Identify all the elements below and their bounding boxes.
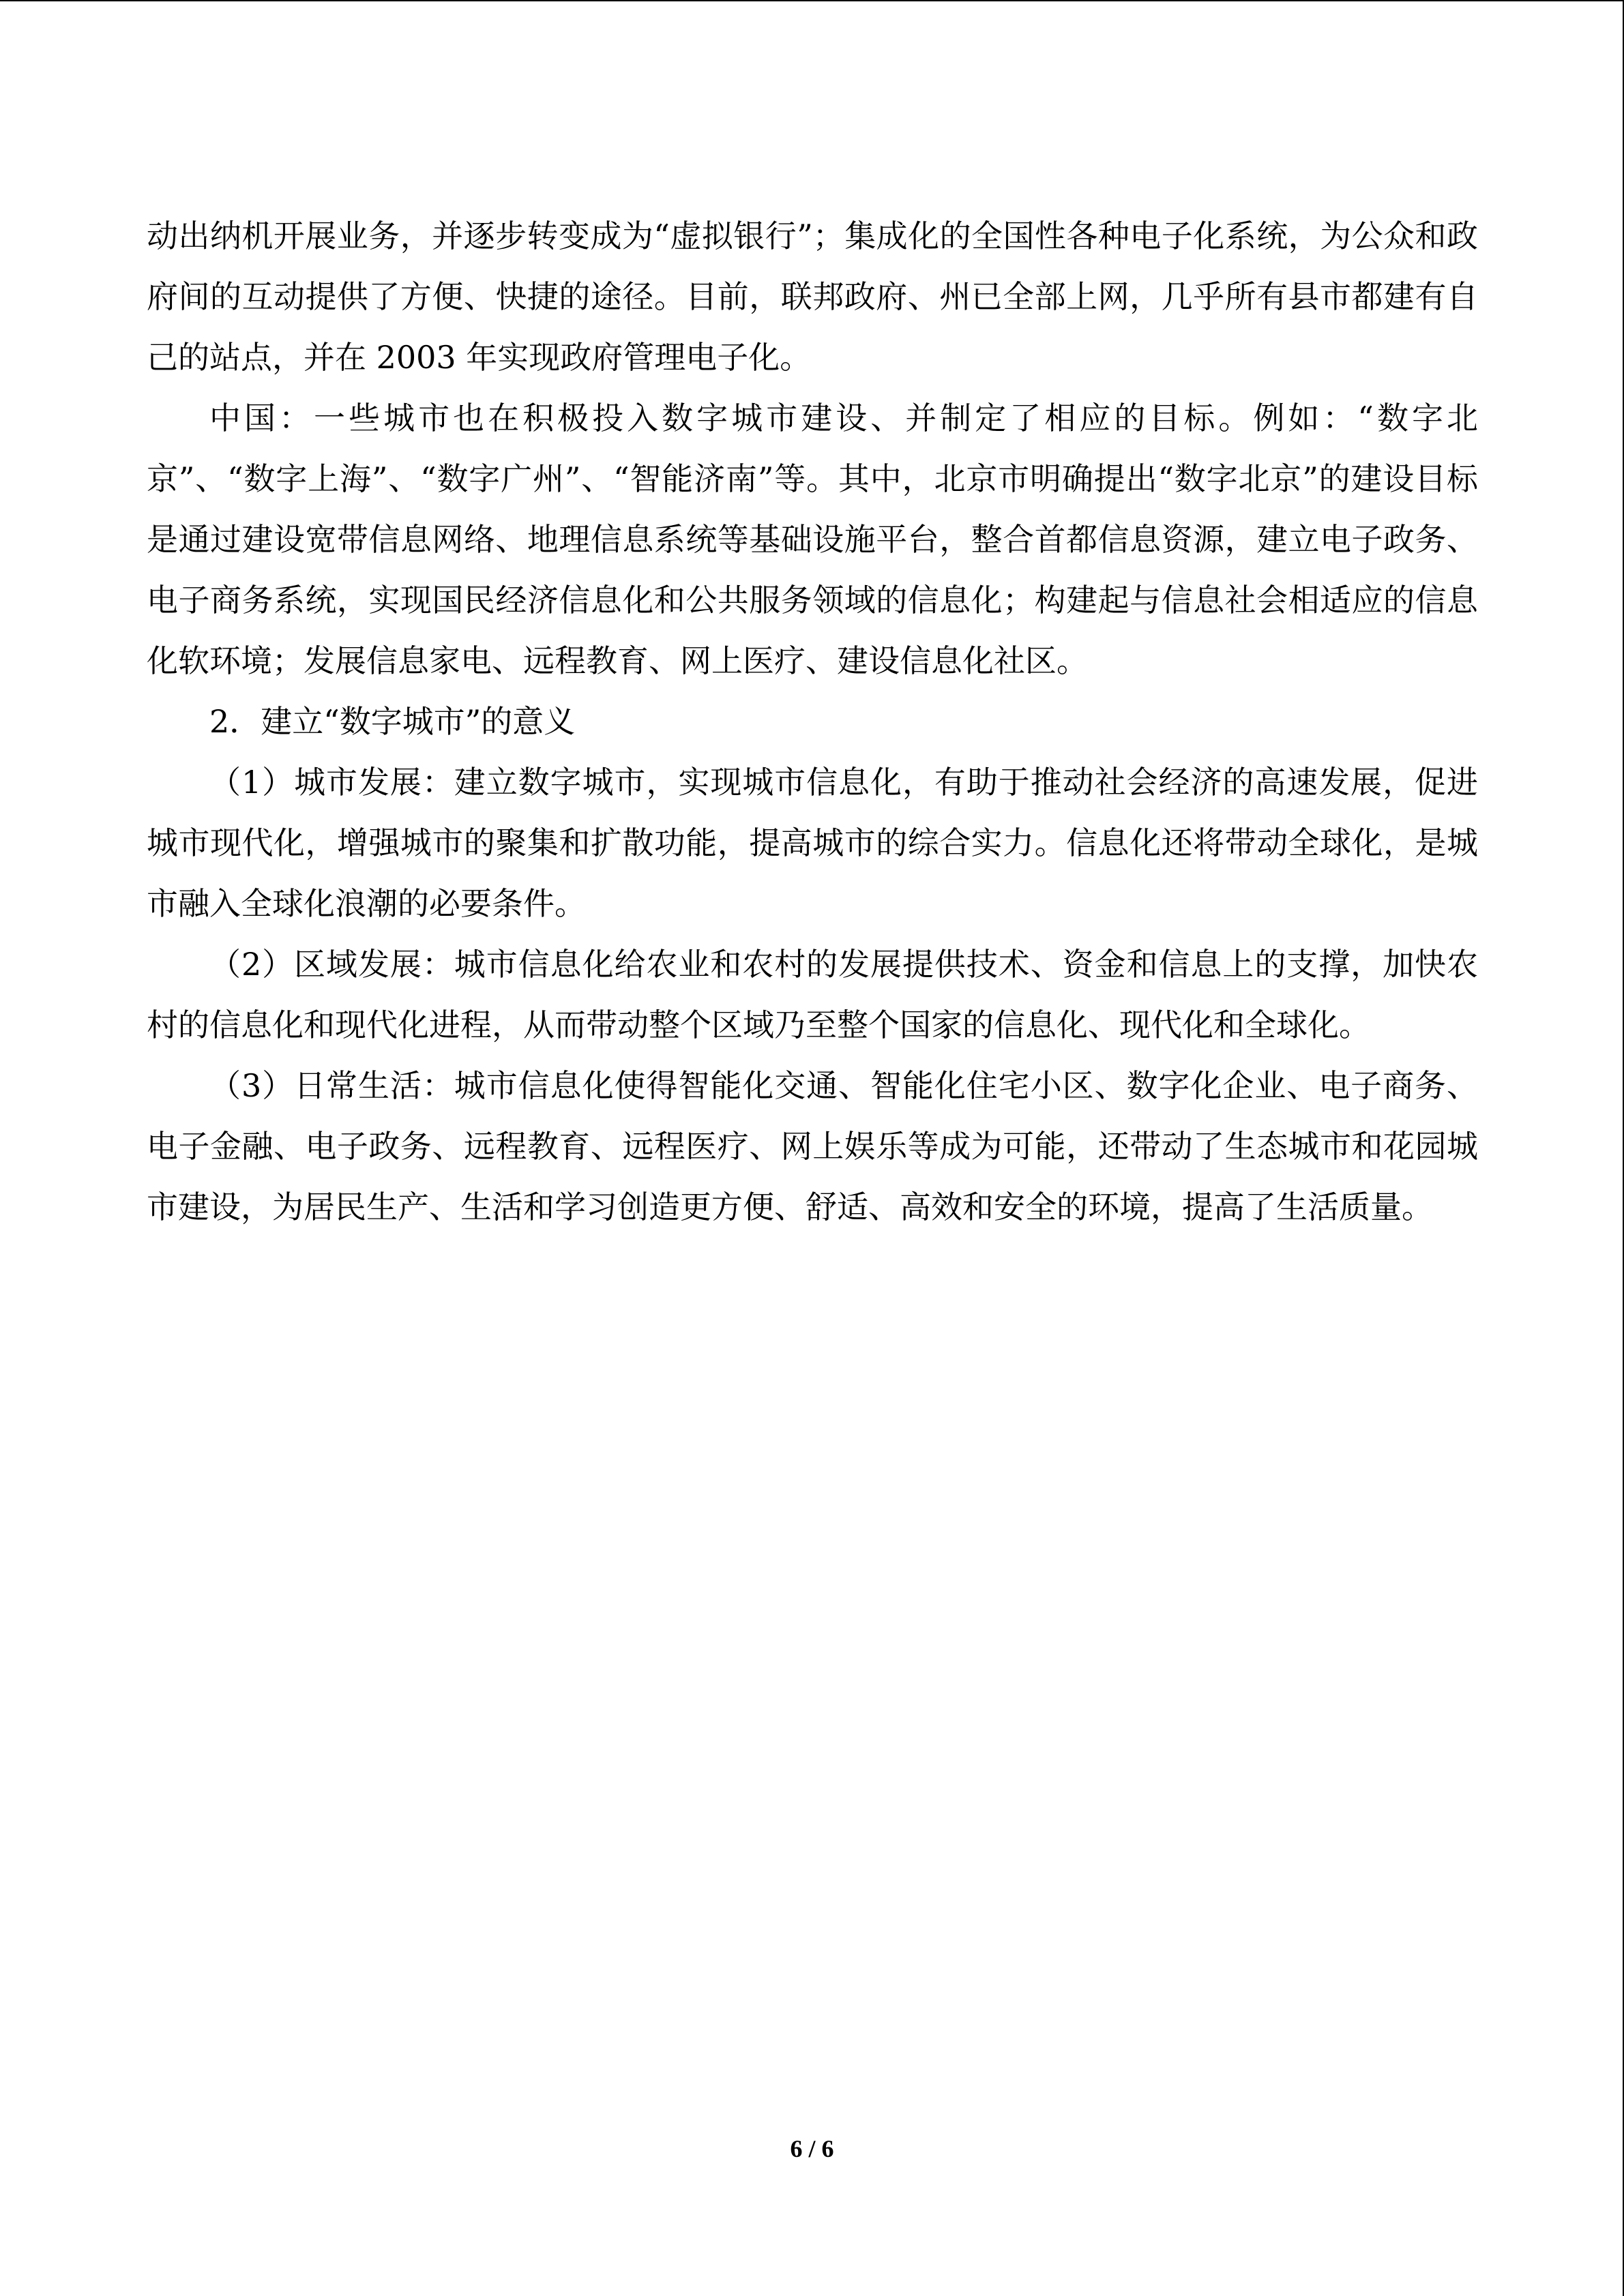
paragraph-china: 中国：一些城市也在积极投入数字城市建设、并制定了相应的目标。例如：“数字北京”、“数字上海”、“数字广州”、“智能济南”等。其中，北京市明确提出“数字北京”的建设目标是通过建设宽带信息网络、地理信息系统等基础设施平台，整合首都信息资源，建立电子政务、电子商务系统，实现国民经济信息化和公共服务领域的信息化；构建起与信息社会相适应的信息化软环境；发展信息家电、远程教育、网上医疗、建设信息化社区。	[147, 400, 1478, 679]
document-body	[147, 206, 1478, 1238]
paragraph-urban-development: （1）城市发展：建立数字城市，实现城市信息化，有助于推动社会经济的高速发展，促进城市现代化，增强城市的聚集和扩散功能，提高城市的综合实力。信息化还将带动全球化，是城市融入全球化浪潮的必要条件。	[147, 764, 1478, 922]
paragraph-regional-development: （2）区域发展：城市信息化给农业和农村的发展提供技术、资金和信息上的支撑，加快农村的信息化和现代化进程，从而带动整个区域乃至整个国家的信息化、现代化和全球化。	[147, 946, 1478, 1043]
page-number: 6 / 6	[790, 2135, 834, 2162]
section-heading-significance: 2．建立“数字城市”的意义	[209, 703, 576, 740]
paragraph-daily-life: （3）日常生活：城市信息化使得智能化交通、智能化住宅小区、数字化企业、电子商务、电子金融、电子政务、远程教育、远程医疗、网上娱乐等成为可能，还带动了生态城市和花园城市建设，为居民生产、生活和学习创造更方便、舒适、高效和安全的环境，提高了生活质量。	[147, 1067, 1478, 1225]
paragraph-usa-continued: 动出纳机开展业务，并逐步转变成为“虚拟银行”；集成化的全国性各种电子化系统，为公众和政府间的互动提供了方便、快捷的途径。目前，联邦政府、州已全部上网，几乎所有县市都建有自己的站点，并在 2003 年实现政府管理电子化。	[147, 218, 1478, 376]
